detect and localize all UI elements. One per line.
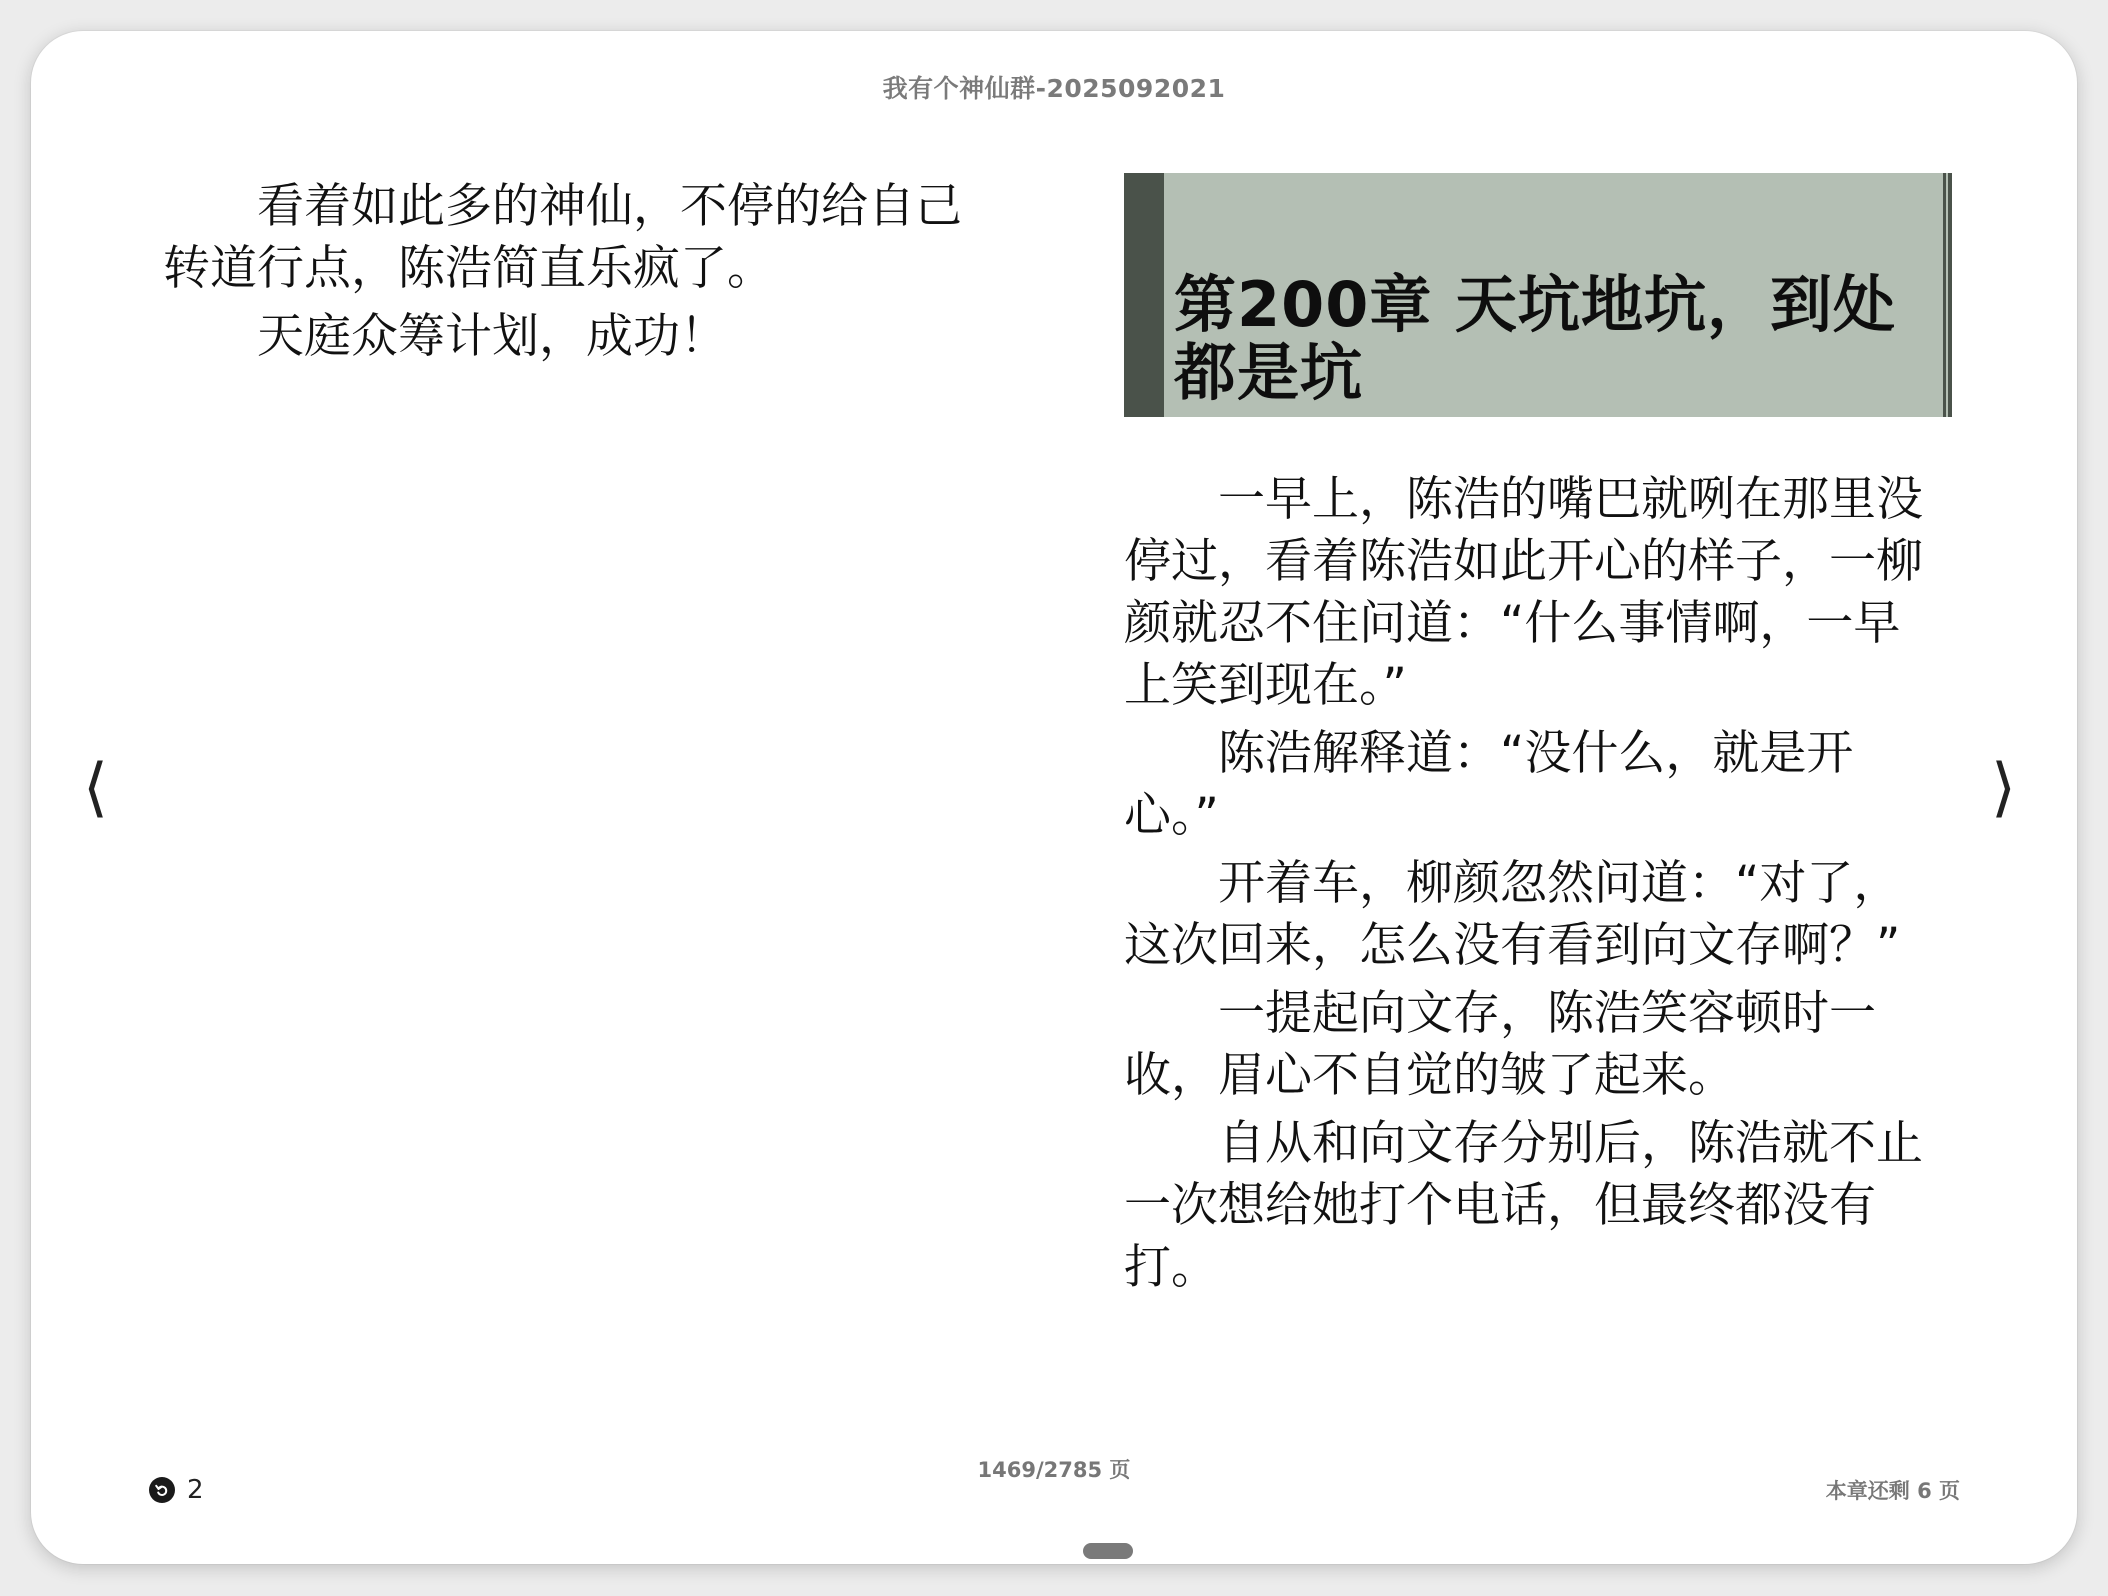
chapter-heading-box — [1124, 173, 1952, 417]
book-title: 我有个神仙群-2025092021 — [882, 74, 1226, 103]
page-progress: 1469/2785 页 — [977, 1458, 1131, 1482]
paragraph: 一早上，陈浩的嘴巴就咧在那里没停过，看着陈浩如此开心的样子，一柳颜就忍不住问道：“什么事情啊，一早上笑到现在。” — [1124, 472, 1923, 713]
chapter-title: 第200章 天坑地坑，到处都是坑 — [1174, 268, 1897, 409]
next-page-button[interactable]: ⟩ — [1991, 751, 2016, 825]
home-indicator[interactable] — [1083, 1543, 1133, 1559]
left-page[interactable] — [163, 176, 973, 374]
paragraph: 陈浩解释道：“没什么，就是开心。” — [1124, 726, 1854, 843]
paragraph: 看着如此多的神仙，不停的给自己转道行点，陈浩简直乐疯了。 — [163, 179, 962, 296]
paragraph: 天庭众筹计划，成功！ — [257, 309, 727, 364]
undo-count: 2 — [187, 1475, 204, 1505]
right-page[interactable] — [1124, 173, 1934, 1305]
paragraph: 开着车，柳颜忽然问道：“对了，这次回来，怎么没有看到向文存啊？” — [1124, 856, 1901, 973]
paragraph: 一提起向文存，陈浩笑容顿时一收，眉心不自觉的皱了起来。 — [1124, 986, 1876, 1103]
paragraph: 自从和向文存分别后，陈浩就不止一次想给她打个电话，但最终都没有打。 — [1124, 1116, 1923, 1295]
previous-page-button[interactable]: ⟨ — [83, 751, 108, 825]
reader-window — [31, 31, 2077, 1564]
chapter-remaining-pages: 本章还剩 6 页 — [1825, 1479, 1960, 1503]
